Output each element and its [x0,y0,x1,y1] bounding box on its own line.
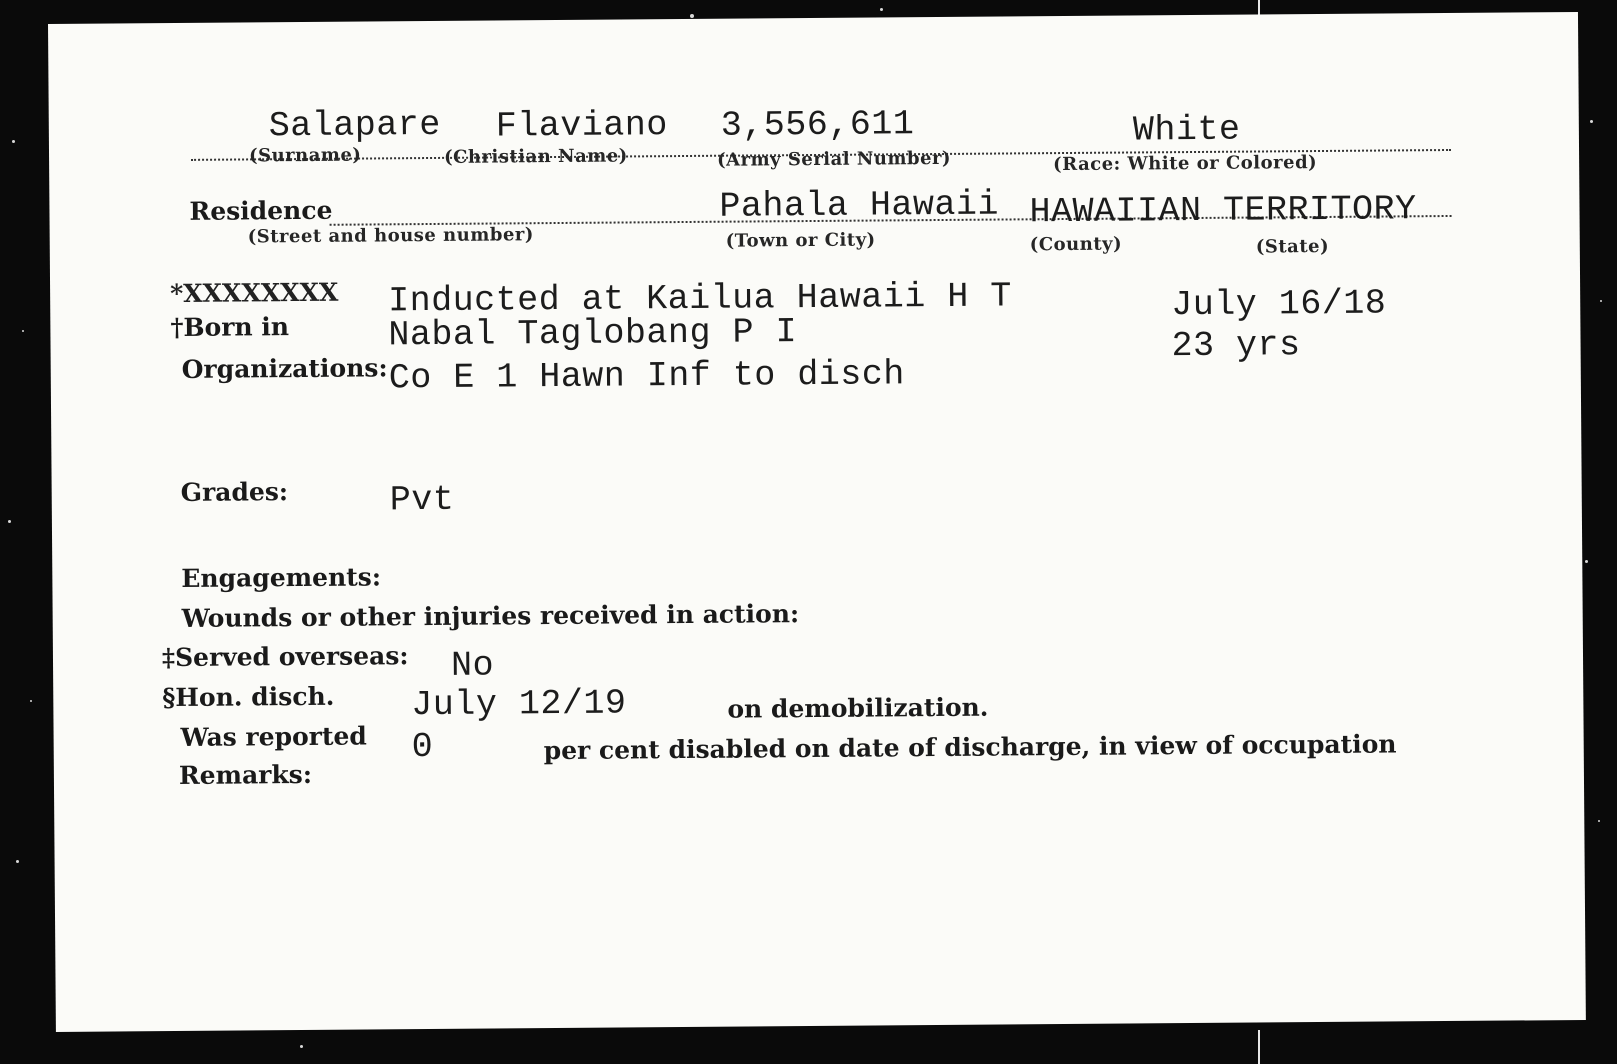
race-value: White [1132,109,1241,151]
disability-suffix: per cent disabled on date of discharge, in view of occupation [543,729,1397,766]
street-label: (Street and house number) [247,224,534,248]
wounds-label: Wounds or other injuries received in action: [181,599,800,633]
served-overseas-label: ‡Served overseas: [161,641,409,673]
county-label: (County) [1029,233,1123,256]
state-value: HAWAIIAN TERRITORY [1029,189,1417,233]
serial-number-label: (Army Serial Number) [717,147,952,171]
surname-label: (Surname) [248,144,362,167]
birthplace-value: Nabal Taglobang P I [388,312,798,356]
serial-number-value: 3,556,611 [720,104,915,146]
induction-value: Inducted at Kailua Hawaii H T [388,276,1012,322]
honorable-discharge-label: §Hon. disch. [162,681,335,713]
induction-date: July 16/18 [1171,283,1387,326]
disability-value: 0 [411,726,434,768]
served-overseas-value: No [450,645,495,686]
discharge-date: July 12/19 [411,683,627,726]
town-value: Pahala Hawaii [719,184,1000,227]
organizations-label: Organizations: [181,353,388,384]
race-label: (Race: White or Colored) [1053,152,1318,176]
remarks-label: Remarks: [178,759,313,790]
grades-label: Grades: [180,477,289,507]
age-value: 23 yrs [1171,325,1301,367]
surname-value: Salapare [268,104,441,147]
reported-label: Was reported [180,721,367,752]
draft-card [48,12,1586,1032]
struck-out-label: *XXXXXXXX [170,277,339,309]
residence-label: Residence [189,195,333,226]
town-label: (Town or City) [725,229,876,252]
state-label: (State) [1255,235,1330,258]
grades-value: Pvt [389,479,455,521]
discharge-suffix: on demobilization. [727,692,989,724]
christian-name-label: (Christian Name) [443,145,628,168]
christian-name-value: Flaviano [495,105,669,147]
born-in-label: †Born in [170,312,290,343]
engagements-label: Engagements: [181,562,382,593]
organizations-value: Co E 1 Hawn Inf to disch [388,354,906,399]
